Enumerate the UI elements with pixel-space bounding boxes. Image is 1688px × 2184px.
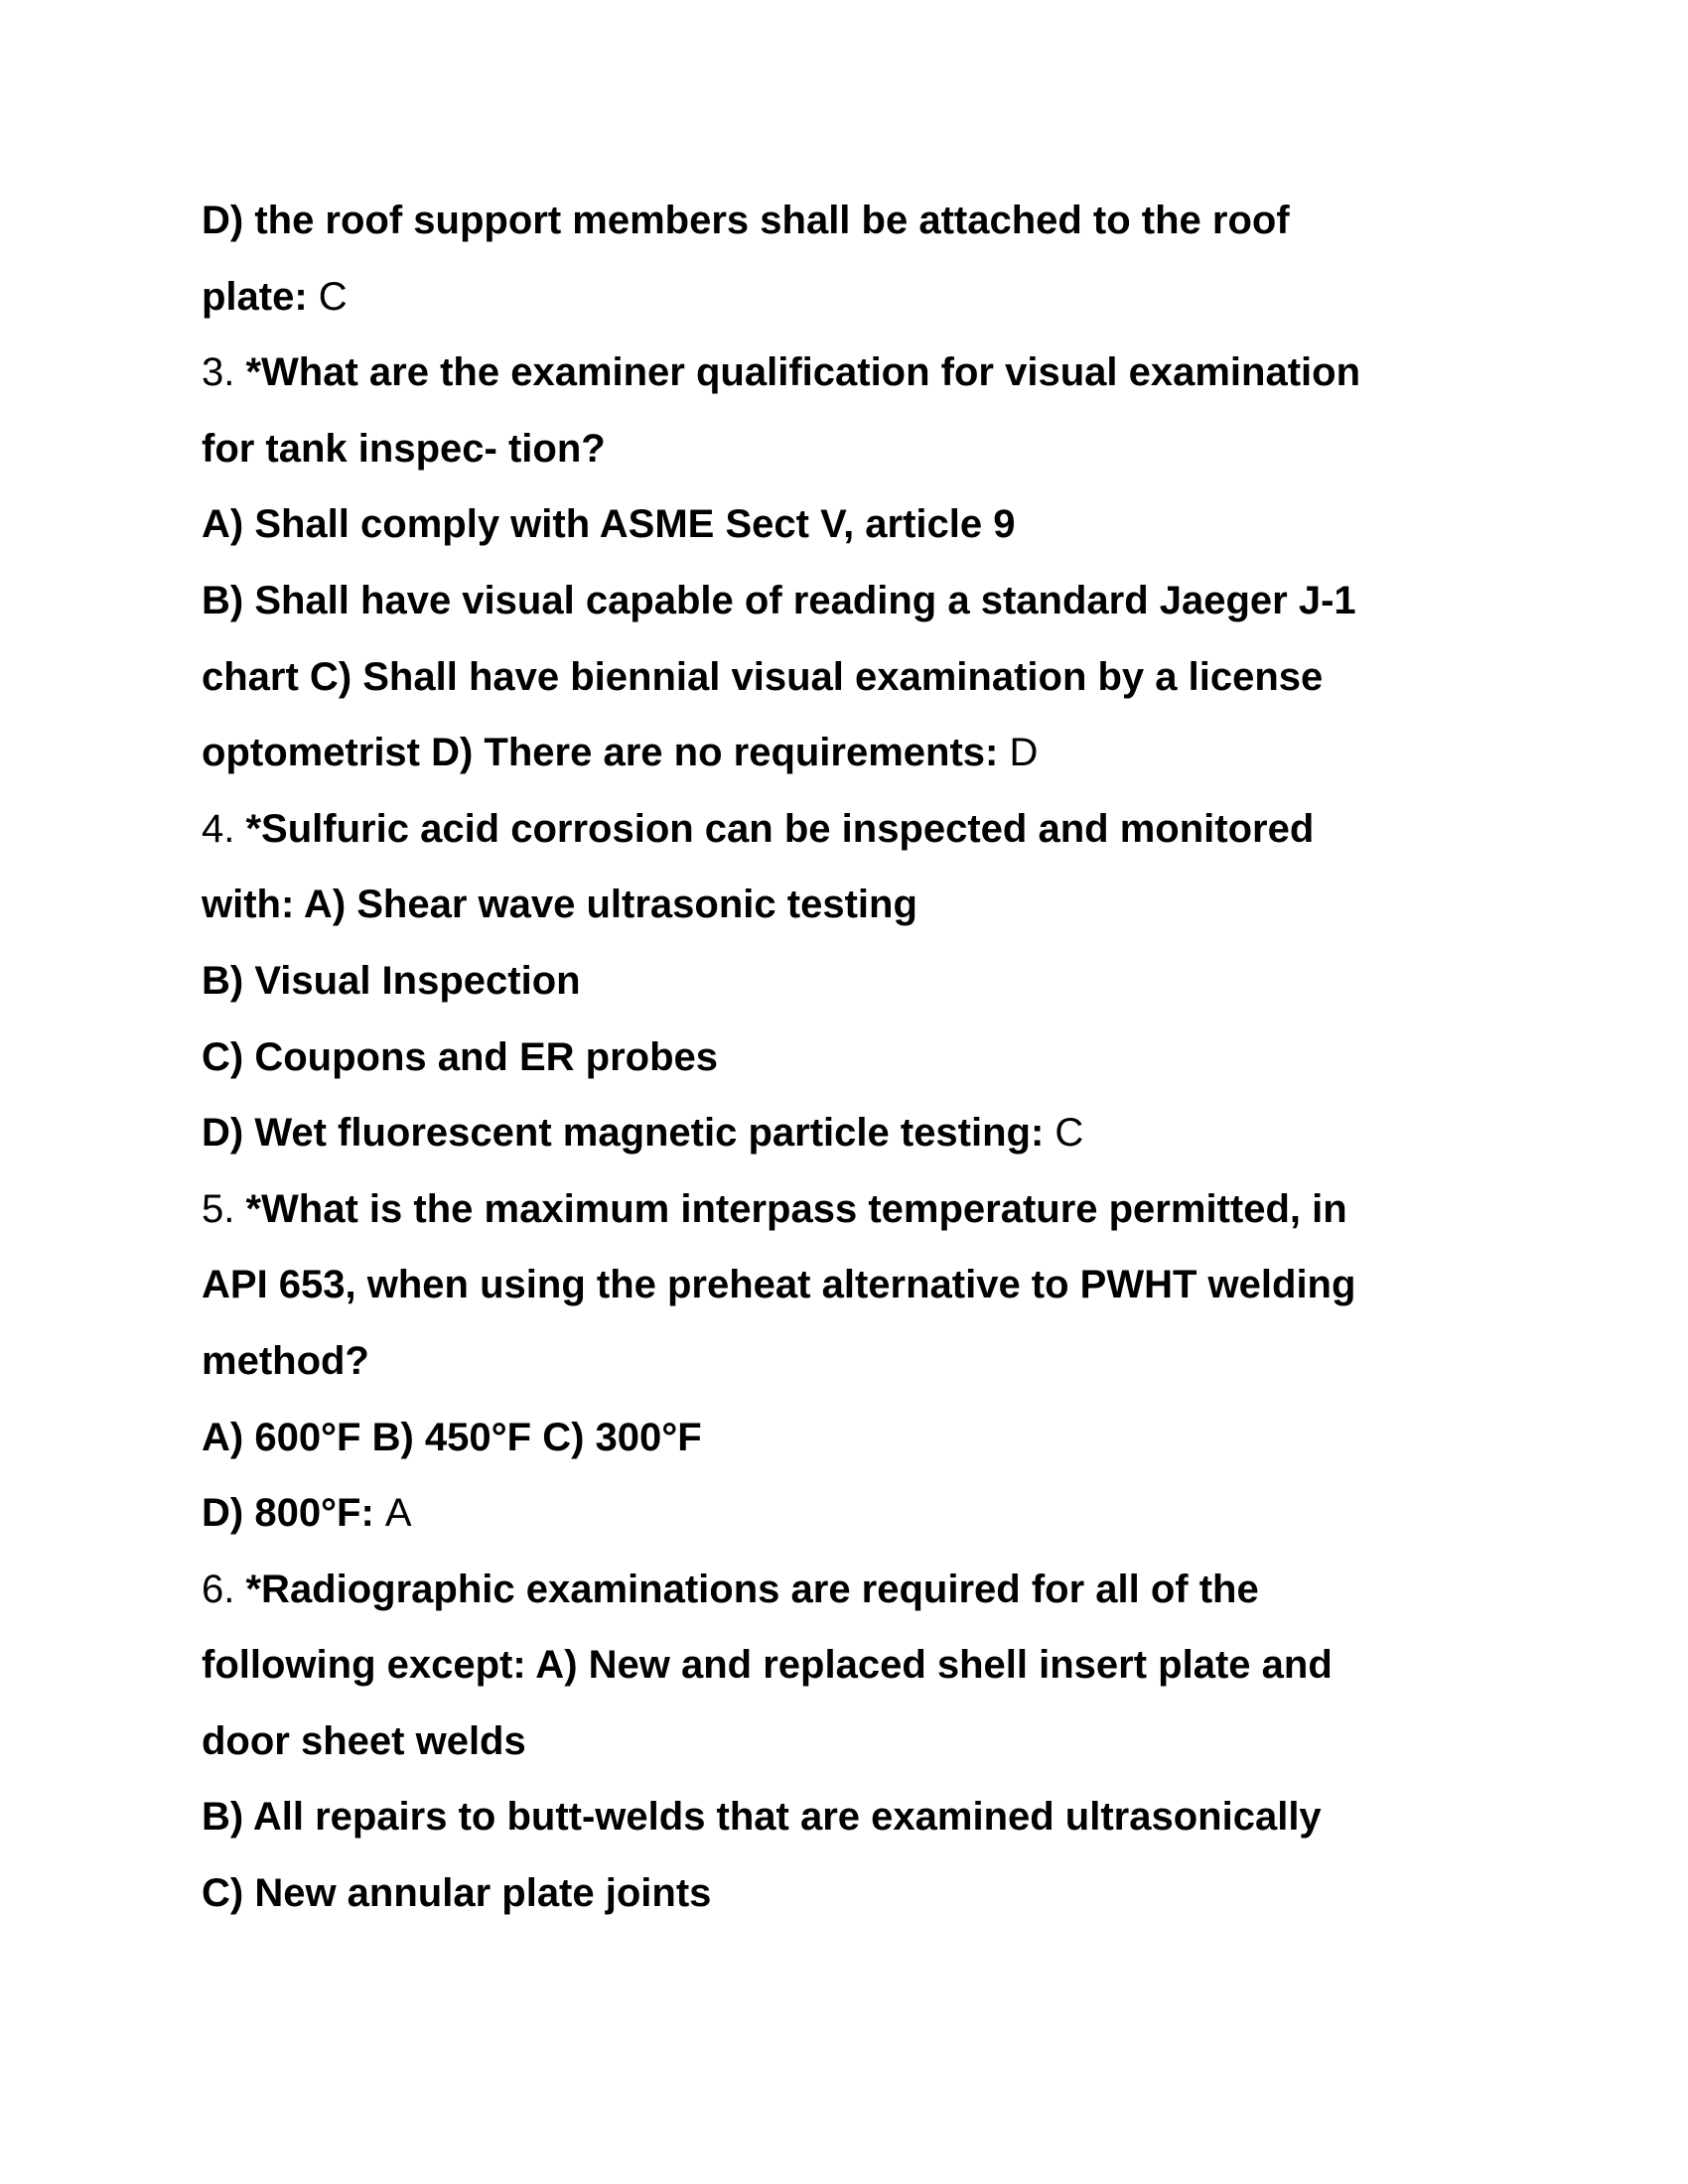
question-text: *What is the maximum interpass temperature permitted, in — [245, 1186, 1347, 1231]
text-line — [202, 1552, 1592, 1628]
option-text: D) the roof support members shall be attached to the roof — [202, 199, 1290, 242]
text-line — [202, 259, 1592, 336]
text-line — [202, 1323, 1592, 1400]
question-text: *What are the examiner qualification for visual examination — [245, 350, 1361, 395]
option-text: C) Coupons and ER probes — [202, 1034, 718, 1079]
question-text: following except: A) New and replaced shell insert plate and — [202, 1643, 1333, 1688]
option-text: with: A) Shear wave ultrasonic testing — [202, 883, 917, 927]
text-line — [202, 1020, 1592, 1096]
text-line — [202, 867, 1592, 943]
text-line — [202, 563, 1592, 639]
text-line — [202, 943, 1592, 1020]
text-line — [202, 639, 1592, 716]
option-text: B) Shall have visual capable of reading a standard Jaeger J-1 — [202, 578, 1356, 622]
option-text: C) New annular plate joints — [202, 1871, 712, 1916]
question-number: 6. — [202, 1567, 246, 1611]
option-text: B) Visual Inspection — [202, 958, 581, 1003]
text-line — [202, 1779, 1592, 1855]
question-text: *Radiographic examinations are required for all of the — [245, 1567, 1259, 1611]
text-line — [202, 411, 1592, 487]
answer-key: D — [1009, 731, 1039, 775]
option-text: D) Wet fluorescent magnetic particle testing: — [202, 1111, 1055, 1156]
question-text: method? — [202, 1338, 369, 1383]
text-line — [202, 335, 1592, 411]
text-line — [202, 1475, 1592, 1552]
question-text: API 653, when using the preheat alternative to PWHT welding — [202, 1263, 1356, 1307]
option-text: optometrist D) There are no requirements: — [202, 731, 1010, 775]
text-line — [202, 1855, 1592, 1932]
option-text: plate: — [202, 274, 319, 319]
text-line — [202, 1171, 1592, 1248]
question-text: for tank inspec- tion? — [202, 426, 606, 471]
answer-key: C — [318, 274, 348, 319]
question-number: 4. — [202, 806, 246, 851]
answer-key: A — [384, 1491, 412, 1536]
option-text: B) All repairs to butt-welds that are examined ultrasonically — [202, 1795, 1322, 1840]
text-line — [202, 791, 1592, 868]
question-number: 5. — [202, 1186, 246, 1231]
text-line — [202, 1627, 1592, 1704]
option-text: A) 600°F B) 450°F C) 300°F — [202, 1415, 702, 1459]
text-line — [202, 1247, 1592, 1323]
option-text: chart C) Shall have biennial visual examination by a license — [202, 654, 1324, 699]
quiz-text-block — [202, 183, 1592, 1932]
text-line — [202, 1095, 1592, 1171]
text-line — [202, 486, 1592, 563]
text-line — [202, 1400, 1592, 1476]
text-line — [202, 1704, 1592, 1780]
option-text: door sheet welds — [202, 1718, 526, 1763]
option-text: A) Shall comply with ASME Sect V, article 9 — [202, 502, 1016, 547]
question-text: *Sulfuric acid corrosion can be inspected and monitored — [245, 806, 1315, 851]
question-number: 3. — [202, 350, 246, 395]
text-line — [202, 715, 1592, 791]
answer-key: C — [1055, 1111, 1084, 1156]
option-text: D) 800°F: — [202, 1491, 385, 1536]
text-line — [202, 183, 1592, 259]
